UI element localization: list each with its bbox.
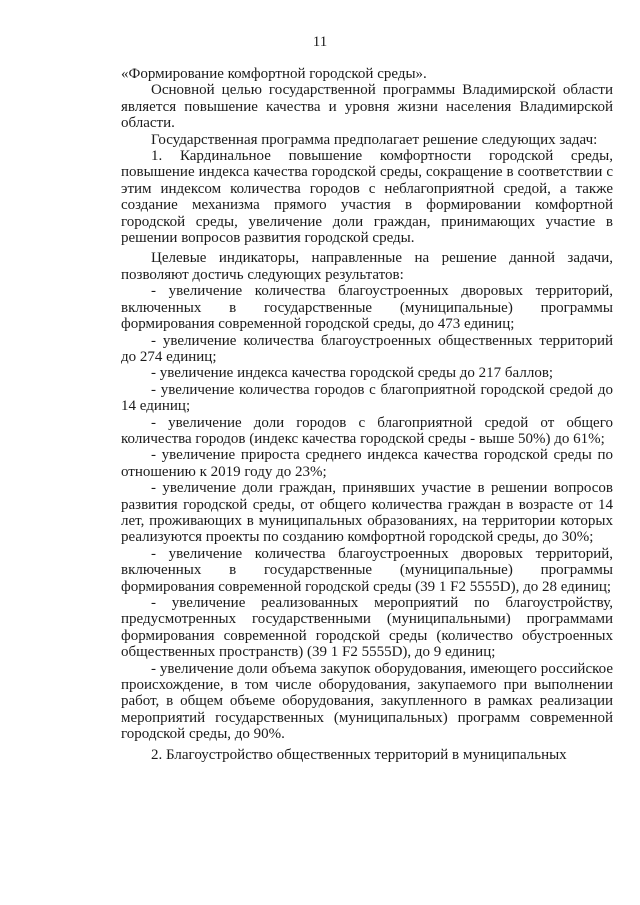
- list-item-indicator: - увеличение доли городов с благоприятной средой от общего количества городов (индекс качества городской среды - выше 50%) до 61%;: [121, 414, 613, 447]
- list-item-indicator: - увеличение количества благоустроенных общественных территорий до 274 единиц;: [121, 332, 613, 365]
- page-number: 11: [312, 34, 328, 50]
- list-item-indicator: - увеличение количества благоустроенных дворовых территорий, включенных в государственные (муниципальные) программы формирования современной городской среды (39 1 F2 5555D), до 28 единиц;: [121, 545, 613, 595]
- list-item-indicator: - увеличение прироста среднего индекса качества городской среды по отношению к 2019 году до 23%;: [121, 447, 613, 480]
- list-item-indicator: - увеличение реализованных мероприятий по благоустройству, предусмотренных государственными (муниципальными) программами формирования современной городской среды (количество обустроенных общественных пространств) (39 1 F2 5555D), до 9 единиц;: [121, 595, 613, 661]
- paragraph-tasks-intro: Государственная программа предполагает решение следующих задач:: [151, 131, 598, 148]
- paragraph-task-1: 1. Кардинальное повышение комфортности городской среды, повышение индекса качества городской среды, сокращение в соответствии с этим индексом количества городов с неблагоприятной средой, а также создание механизма прямого участия в формировании комфортной городской среды, увеличение доли граждан, принимающих участие в решении вопросов развития городской среды.: [121, 148, 613, 247]
- list-item-indicator: - увеличение индекса качества городской среды до 217 баллов;: [151, 365, 554, 382]
- paragraph-main-goal: Основной целью государственной программы Владимирской области является повышение качества и уровня жизни населения Владимирской области.: [121, 82, 613, 132]
- list-item-indicator: - увеличение доли объема закупок оборудования, имеющего российское происхождение, в том числе оборудования, закупаемого при выполнении работ, в общем объеме оборудования, закупленного в рамках реализации мероприятий государственных (муниципальных) программ современной городской среды, до 90%.: [121, 660, 613, 743]
- list-item-indicator: - увеличение количества благоустроенных дворовых территорий, включенных в государственные (муниципальные) программы формирования современной городской среды, до 473 единиц;: [121, 283, 613, 333]
- paragraph-task-2: 2. Благоустройство общественных территорий в муниципальных: [151, 746, 567, 763]
- paragraph-indicators-intro: Целевые индикаторы, направленные на решение данной задачи, позволяют достичь следующих результатов:: [121, 250, 613, 283]
- paragraph-program-title: «Формирование комфортной городской среды».: [121, 66, 427, 82]
- list-item-indicator: - увеличение доли граждан, принявших участие в решении вопросов развития городской среды, от общего количества граждан в возрасте от 14 лет, проживающих в муниципальных образованиях, на территории которых реализуются проекты по созданию комфортной городской среды, до 30%;: [121, 480, 613, 546]
- list-item-indicator: - увеличение количества городов с благоприятной городской средой до 14 единиц;: [121, 381, 613, 415]
- document-body: [121, 66, 613, 763]
